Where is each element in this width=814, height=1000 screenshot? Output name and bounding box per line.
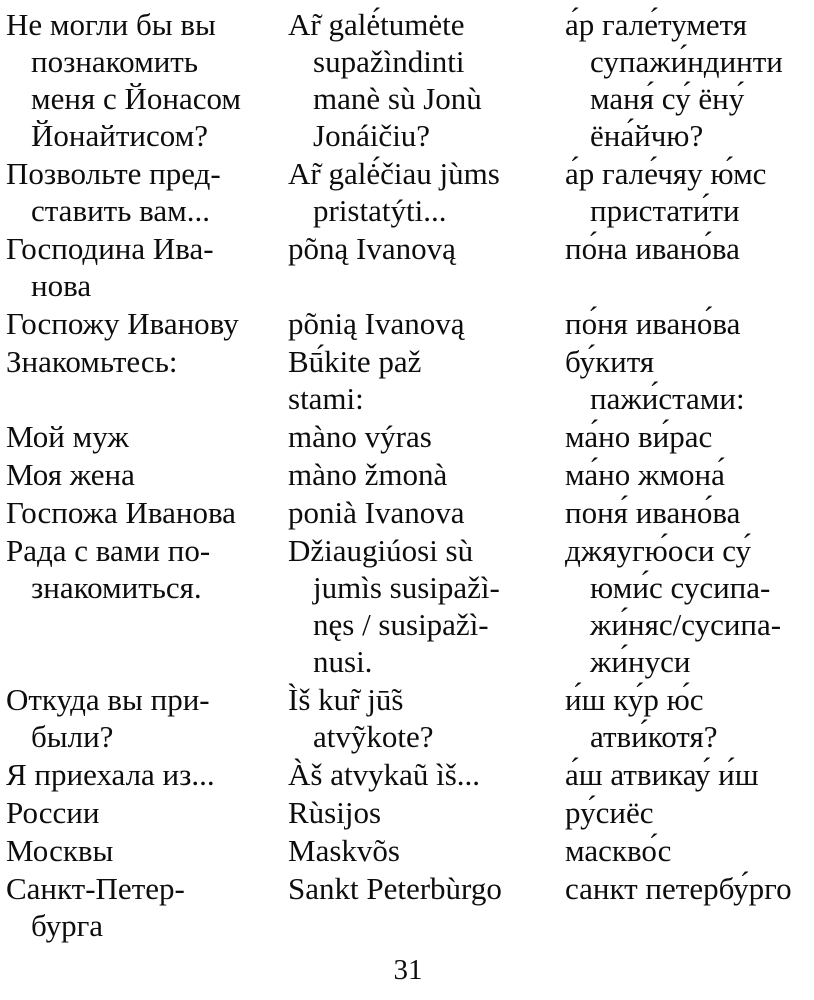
text-line: Госпожа Иванова [6, 495, 236, 530]
russian-cell [6, 230, 288, 304]
text-line: ставить вам... [31, 193, 210, 228]
phrase-row [6, 6, 810, 154]
phrase-row [6, 870, 810, 944]
phrase-row [6, 756, 810, 793]
text-line: manè sù Jonù [313, 81, 482, 116]
text-line: Ar̃ galė́čiau jùms [288, 156, 500, 191]
transcription-cell [565, 155, 810, 229]
text-line: Санкт-Петер- [6, 871, 185, 906]
lithuanian-cell [288, 494, 565, 531]
text-line: знакомиться. [31, 570, 202, 605]
text-line: nęs / susipažì- [313, 607, 489, 642]
text-line: пристати́ти [590, 193, 740, 228]
phrase-row [6, 230, 810, 304]
text-line: Sankt Peterbùrgo [288, 871, 502, 906]
text-line: atvỹkote? [313, 719, 434, 754]
text-line: Ar̃ galė́tumėte [288, 7, 465, 42]
lithuanian-cell [288, 155, 565, 229]
phrase-row [6, 794, 810, 831]
text-line: Знакомьтесь: [6, 344, 178, 379]
text-line: Rùsijos [288, 795, 382, 830]
russian-cell [6, 155, 288, 229]
text-line: маня́ су́ ёну́ [590, 81, 745, 116]
phrase-row [6, 343, 810, 417]
russian-cell [6, 418, 288, 455]
lithuanian-cell [288, 418, 565, 455]
text-line: nusi. [313, 644, 373, 679]
phrase-row [6, 418, 810, 455]
transcription-cell [565, 870, 810, 907]
transcription-cell [565, 6, 810, 154]
lithuanian-cell [288, 681, 565, 755]
phrase-row [6, 494, 810, 531]
transcription-cell [565, 681, 810, 755]
lithuanian-cell [288, 832, 565, 869]
lithuanian-cell [288, 456, 565, 493]
transcription-cell [565, 794, 810, 831]
text-line: маскво́с [565, 833, 672, 868]
text-line: Позвольте пред- [6, 156, 221, 191]
russian-cell [6, 681, 288, 755]
text-line: супажи́ндинти [590, 44, 783, 79]
page-number: 31 [393, 954, 423, 986]
russian-cell [6, 832, 288, 869]
text-line: атви́котя? [590, 719, 718, 754]
text-line: поня́ ивано́ва [565, 495, 741, 530]
text-line: Не могли бы вы [6, 7, 216, 42]
russian-cell [6, 6, 288, 154]
text-line: Džiaugiúosi sù [288, 533, 474, 568]
text-line: Maskvõs [288, 833, 400, 868]
russian-cell [6, 343, 288, 380]
lithuanian-cell [288, 756, 565, 793]
text-line: жи́няс/сусипа- [590, 607, 782, 642]
text-line: màno žmonà [288, 457, 448, 492]
russian-cell [6, 305, 288, 342]
text-line: Госпожу Иванову [6, 306, 239, 341]
lithuanian-cell [288, 870, 565, 907]
text-line: Йонайтисом? [31, 118, 209, 153]
text-line: а́ш атвикау́ и́ш [565, 757, 759, 792]
russian-cell [6, 794, 288, 831]
text-line: stami: [288, 381, 364, 416]
text-line: и́ш ку́р ю́с [565, 682, 704, 717]
text-line: Jonáičiu? [313, 118, 431, 153]
phrase-row [6, 155, 810, 229]
text-line: Откуда вы при- [6, 682, 210, 717]
text-line: а́р гале́туметя [565, 7, 747, 42]
transcription-cell [565, 343, 810, 417]
text-line: ма́но ви́рас [565, 419, 713, 454]
text-line: pristatýti... [313, 193, 447, 228]
text-line: санкт петербу́рго [565, 871, 792, 906]
text-line: ёна́йчю? [590, 118, 704, 153]
text-line: по́ня ивано́ва [565, 306, 741, 341]
text-line: меня с Йонасом [31, 81, 242, 116]
transcription-cell [565, 494, 810, 531]
lithuanian-cell [288, 343, 565, 417]
russian-cell [6, 870, 288, 944]
transcription-cell [565, 456, 810, 493]
text-line: Àš atvykaũ ìš... [288, 757, 481, 792]
transcription-cell [565, 756, 810, 793]
lithuanian-cell [288, 532, 565, 680]
phrase-row [6, 456, 810, 493]
text-line: põnią Ivanovą [288, 306, 465, 341]
text-line: màno výras [288, 419, 432, 454]
phrase-row [6, 832, 810, 869]
lithuanian-cell [288, 230, 565, 267]
lithuanian-cell [288, 305, 565, 342]
russian-cell [6, 456, 288, 493]
text-line: ру́сиёс [565, 795, 654, 830]
phrase-row [6, 305, 810, 342]
text-line: по́на ивано́ва [565, 231, 740, 266]
transcription-cell [565, 230, 810, 267]
text-line: Господина Ива- [6, 231, 214, 266]
transcription-cell [565, 532, 810, 680]
text-line: Bū́kite paž [288, 344, 422, 379]
text-line: Мой муж [6, 419, 129, 454]
text-line: бурга [31, 908, 104, 943]
russian-cell [6, 532, 288, 606]
text-line: бу́китя [565, 344, 655, 379]
text-line: põną Ivanovą [288, 231, 456, 266]
text-line: джяугю́оси су́ [565, 533, 752, 568]
text-line: познакомить [31, 44, 198, 79]
transcription-cell [565, 418, 810, 455]
text-line: жи́нуси [590, 644, 691, 679]
text-line: supažìndinti [313, 44, 465, 79]
russian-cell [6, 756, 288, 793]
text-line: пажи́стами: [590, 381, 745, 416]
lithuanian-cell [288, 794, 565, 831]
russian-cell [6, 494, 288, 531]
phrase-row [6, 532, 810, 680]
transcription-cell [565, 305, 810, 342]
text-line: Москвы [6, 833, 114, 868]
text-line: нова [31, 268, 92, 303]
transcription-cell [565, 832, 810, 869]
text-line: Ìš kur̃ jū̃s [288, 682, 404, 717]
text-line: Я приехала из... [6, 757, 215, 792]
phrase-row [6, 681, 810, 755]
text-line: ponià Ivanova [288, 495, 465, 530]
text-line: ма́но жмона́ [565, 457, 725, 492]
text-line: были? [31, 719, 114, 754]
text-line: юми́с сусипа- [590, 570, 771, 605]
lithuanian-cell [288, 6, 565, 154]
text-line: jumìs susipažì- [313, 570, 500, 605]
text-line: а́р гале́чяу ю́мс [565, 156, 767, 191]
text-line: России [6, 795, 100, 830]
text-line: Рада с вами по- [6, 533, 211, 568]
text-line: Моя жена [6, 457, 135, 492]
